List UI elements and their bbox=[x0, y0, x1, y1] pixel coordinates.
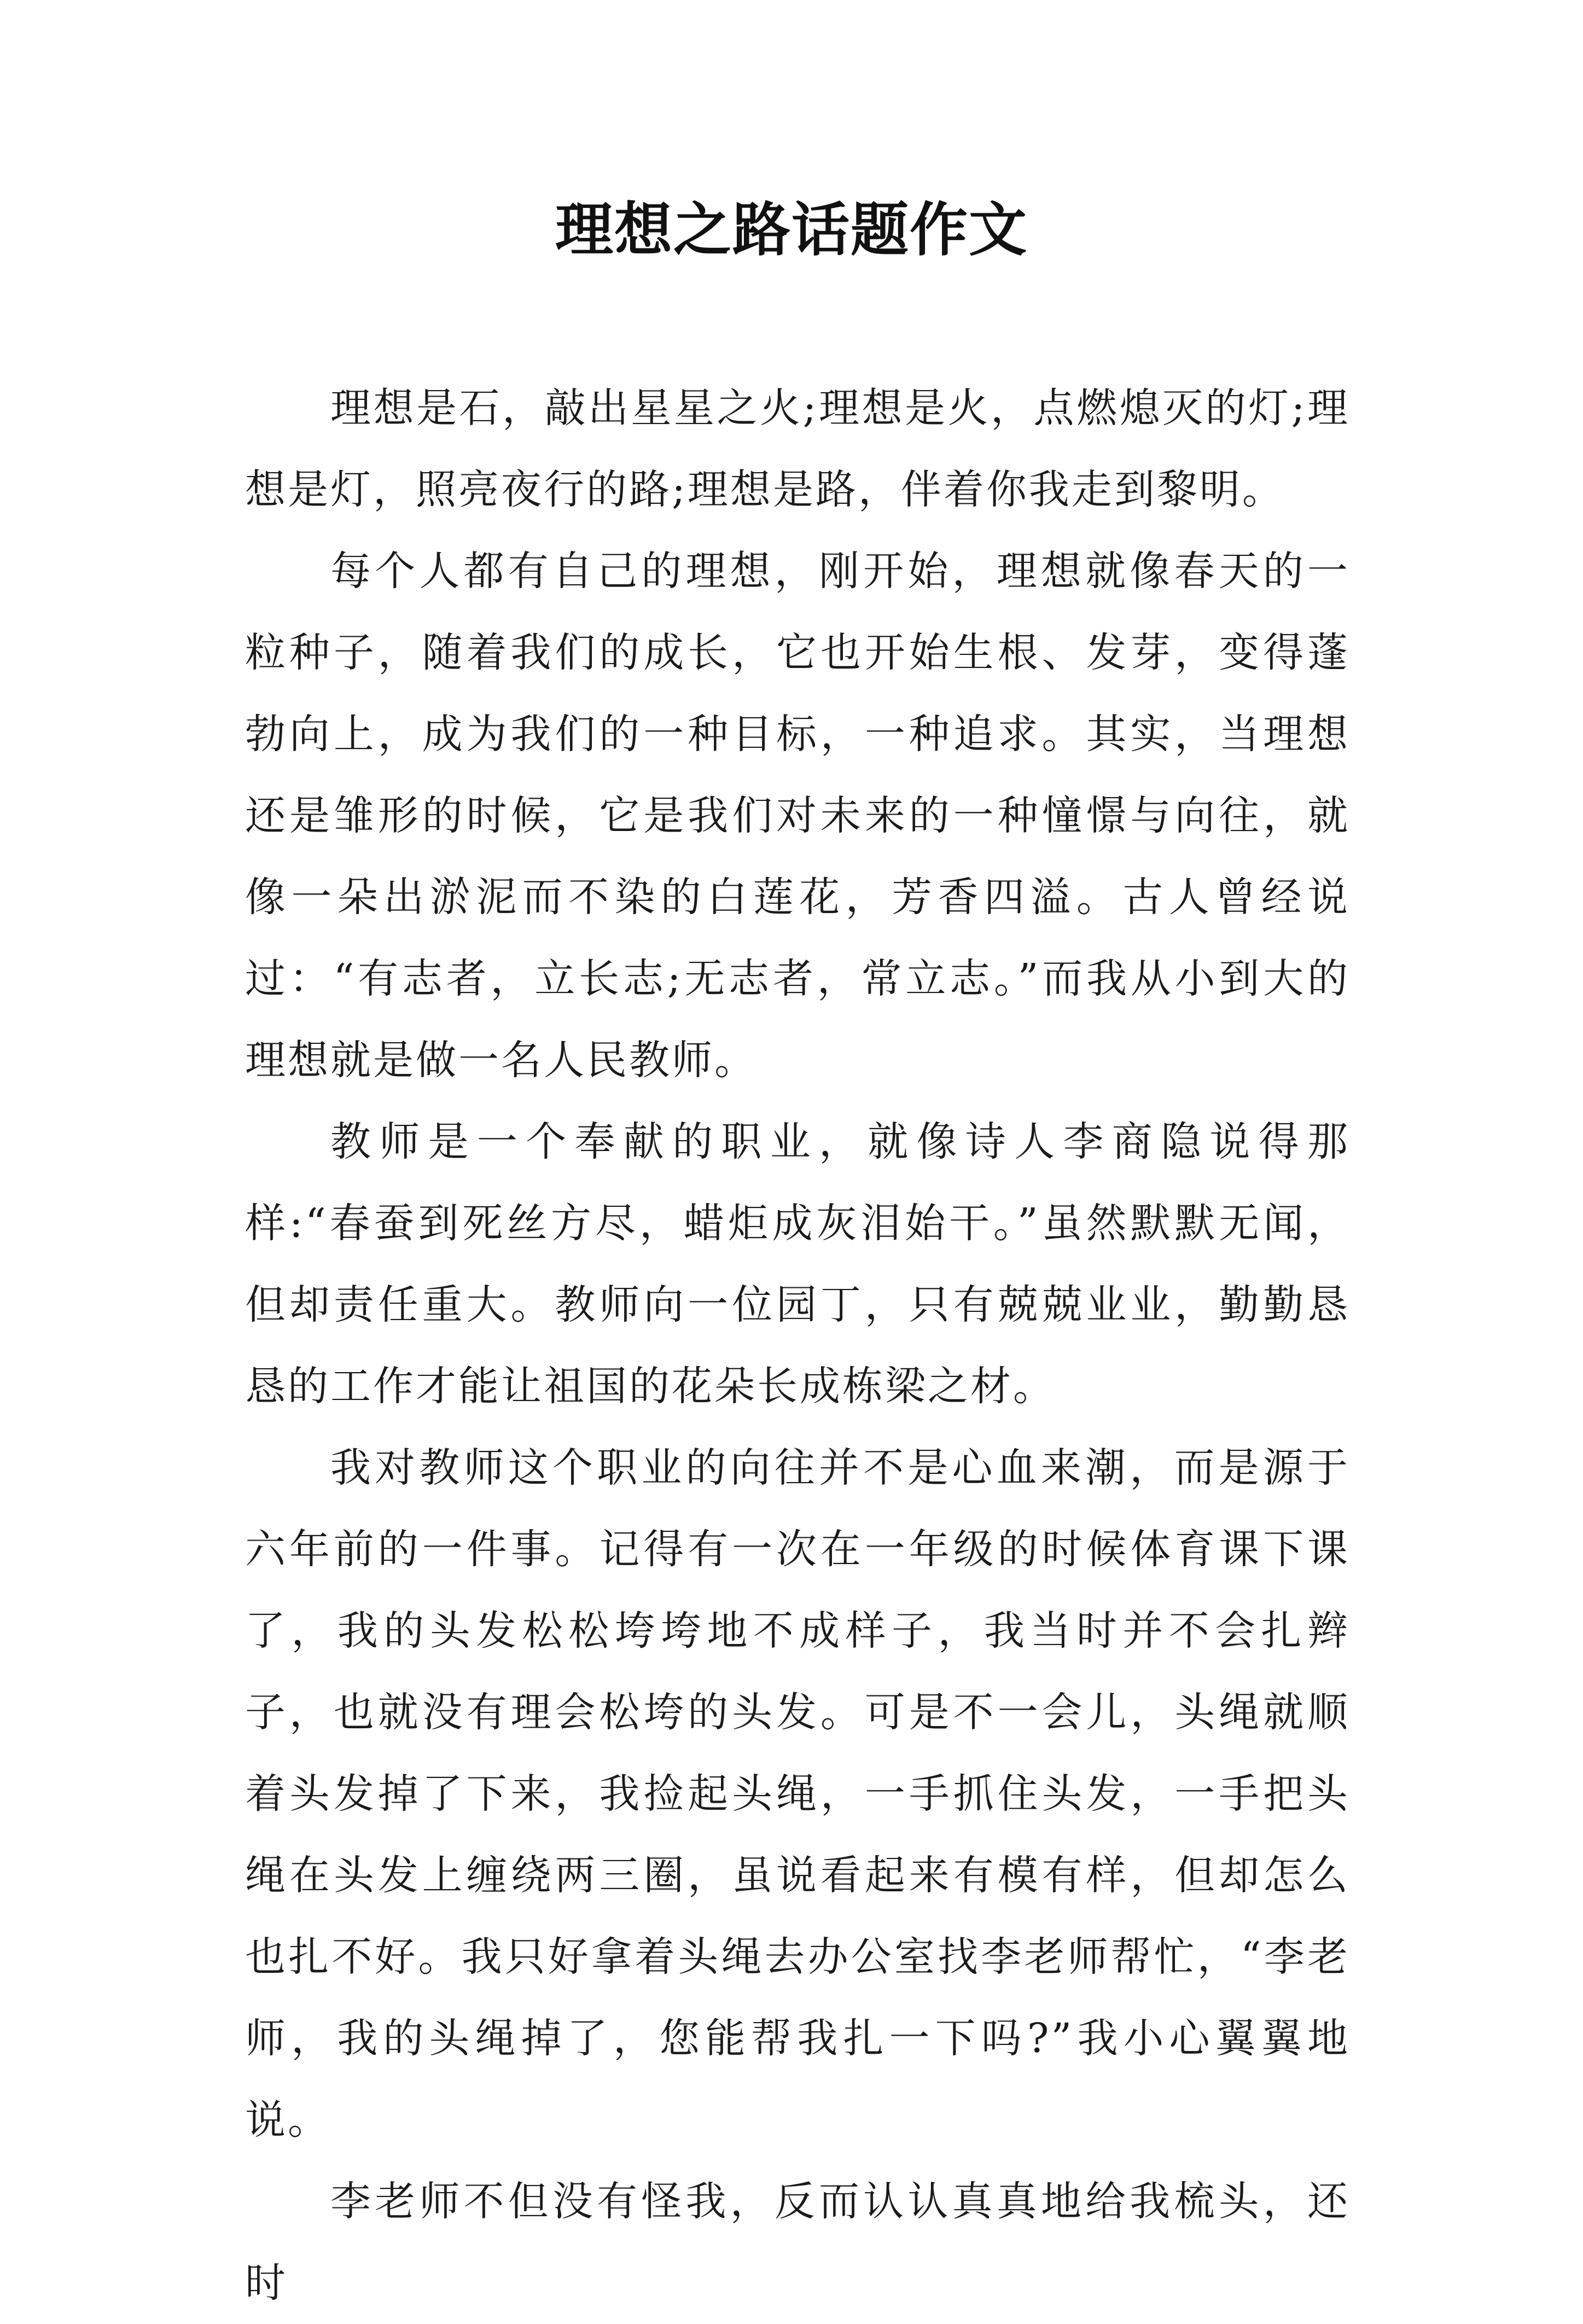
document-title: 理想之路话题作文 bbox=[555, 195, 1028, 264]
paragraph: 每个人都有自己的理想，刚开始，理想就像春天的一粒种子，随着我们的成长，它也开始生根、发芽，变得蓬勃向上，成为我们的一种目标，一种追求。其实，当理想还是雏形的时候，它是我们对未来的一种憧憬与向往，就像一朵出淤泥而不染的白莲花，芳香四溢。古人曾经说过：“有志者，立长志;无志者，常立志。”而我从小到大的理想就是做一名人民教师。 bbox=[245, 548, 1350, 1084]
paragraph: 理想是石，敲出星星之火;理想是火，点燃熄灭的灯;理想是灯，照亮夜行的路;理想是路，伴着你我走到黎明。 bbox=[245, 385, 1350, 513]
paragraph: 我对教师这个职业的向往并不是心血来潮，而是源于六年前的一件事。记得有一次在一年级的时候体育课下课了，我的头发松松垮垮地不成样子，我当时并不会扎辫子，也就没有理会松垮的头发。可是不一会儿，头绳就顺着头发掉了下来，我捡起头绳，一手抓住头发，一手把头绳在头发上缠绕两三圈，虽说看起来有模有样，但却怎么也扎不好。我只好拿着头绳去办公室找李老师帮忙，“李老师，我的头绳掉了，您能帮我扎一下吗?”我小心翼翼地说。 bbox=[245, 1444, 1350, 2143]
document-body bbox=[245, 368, 1350, 2324]
paragraph: 李老师不但没有怪我，反而认认真真地给我梳头，还时 bbox=[245, 2178, 1350, 2306]
paragraph: 教师是一个奉献的职业，就像诗人李商隐说得那样:“春蚕到死丝方尽，蜡炬成灰泪始干。”虽然默默无闻，但却责任重大。教师向一位园丁，只有兢兢业业，勤勤恳恳的工作才能让祖国的花朵长成栋梁之材。 bbox=[245, 1118, 1350, 1410]
